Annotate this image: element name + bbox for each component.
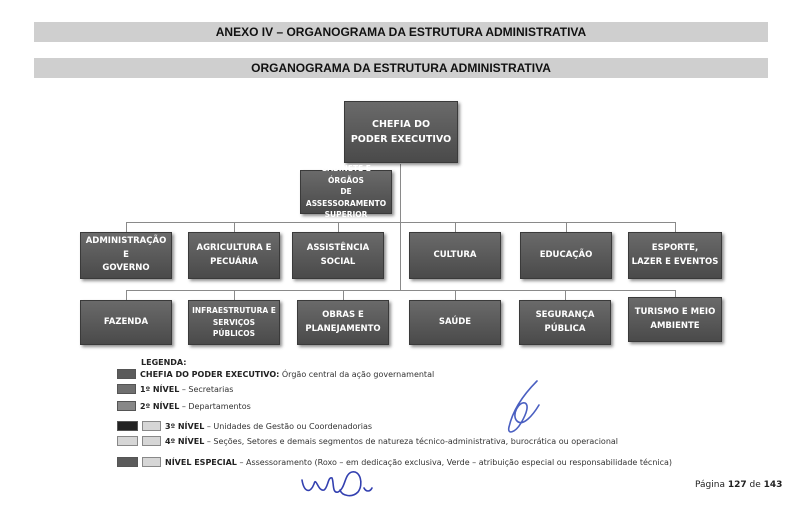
secretariat-esporte-lazer-eventos: ESPORTE, LAZER E EVENTOS <box>628 232 722 279</box>
legend-swatch <box>117 369 136 379</box>
legend-item-level3 <box>117 420 372 432</box>
cabinet-advisory-box: GABINETE E ÓRGÃOS DE ASSESSORAMENTO SUPERIOR <box>300 170 392 214</box>
legend-swatch <box>117 401 136 411</box>
page-total: 143 <box>763 480 783 490</box>
legend-item-chief <box>117 368 434 380</box>
legend-swatch <box>142 457 161 467</box>
chief-executive-box: CHEFIA DO PODER EXECUTIVO <box>344 101 458 163</box>
legend-swatch <box>142 421 161 431</box>
signature-handwritten <box>298 462 388 502</box>
legend-label: 4º NÍVEL <box>165 436 205 446</box>
secretariat-turismo-meio-ambiente: TURISMO E MEIO AMBIENTE <box>628 297 722 342</box>
legend-swatch <box>117 457 138 467</box>
secretariat-saude: SAÚDE <box>409 300 501 345</box>
legend-item-special <box>117 456 672 468</box>
legend-desc: – Departamentos <box>179 401 251 411</box>
page-number <box>695 480 782 490</box>
row1-drop <box>126 222 127 232</box>
secretariat-fazenda: FAZENDA <box>80 300 172 345</box>
secretariat-administracao-governo: ADMINISTRAÇÃO E GOVERNO <box>80 232 172 279</box>
row1-drop <box>455 222 456 232</box>
legend-item-level2 <box>117 400 251 412</box>
main-vertical-connector <box>400 164 401 291</box>
row1-drop <box>338 222 339 232</box>
secretariat-agricultura-pecuaria: AGRICULTURA E PECUÁRIA <box>188 232 280 279</box>
org-title: ORGANOGRAMA DA ESTRUTURA ADMINISTRATIVA <box>251 61 551 75</box>
legend-label: 2º NÍVEL <box>140 401 180 411</box>
legend-title: LEGENDA: <box>141 358 187 367</box>
signature-initial-mark <box>495 375 555 445</box>
legend-swatch <box>117 384 136 394</box>
page-mid: de <box>746 480 764 490</box>
row2-drop <box>343 290 344 300</box>
org-title-banner <box>34 58 768 78</box>
secretariat-obras-planejamento: OBRAS E PLANEJAMENTO <box>297 300 389 345</box>
row1-horizontal-connector <box>126 222 676 223</box>
legend-desc: – Seções, Setores e demais segmentos de natureza técnico-administrativa, burocrática ou operacional <box>204 436 619 446</box>
page-current: 127 <box>727 480 747 490</box>
legend-label: 1º NÍVEL <box>140 384 180 394</box>
legend-swatch <box>142 436 161 446</box>
row1-drop <box>234 222 235 232</box>
legend-desc: – Secretarias <box>179 384 234 394</box>
row2-horizontal-connector <box>126 290 676 291</box>
row2-drop <box>234 290 235 300</box>
secretariat-assistencia-social: ASSISTÊNCIA SOCIAL <box>292 232 384 279</box>
legend-desc: Órgão central da ação governamental <box>279 369 435 379</box>
row1-drop <box>566 222 567 232</box>
legend-label: NÍVEL ESPECIAL <box>165 457 237 467</box>
page-prefix: Página <box>695 480 728 490</box>
legend-desc: – Assessoramento (Roxo – em dedicação exclusiva, Verde – atribuição especial ou responsabilidade técnica) <box>236 457 673 467</box>
secretariat-seguranca-publica: SEGURANÇA PÚBLICA <box>519 300 611 345</box>
secretariat-infraestrutura-servicos: INFRAESTRUTURA E SERVIÇOS PÚBLICOS <box>188 300 280 345</box>
row2-drop <box>126 290 127 300</box>
secretariat-educacao: EDUCAÇÃO <box>520 232 612 279</box>
annex-title: ANEXO IV – ORGANOGRAMA DA ESTRUTURA ADMINISTRATIVA <box>215 25 587 39</box>
annex-title-banner <box>34 22 768 42</box>
legend-label: 3º NÍVEL <box>165 421 205 431</box>
legend-label: CHEFIA DO PODER EXECUTIVO: <box>140 369 280 379</box>
legend-desc: – Unidades de Gestão ou Coordenadorias <box>204 421 373 431</box>
row1-drop <box>675 222 676 232</box>
row2-drop <box>455 290 456 300</box>
legend-swatch <box>117 421 138 431</box>
legend-swatch <box>117 436 138 446</box>
secretariat-cultura: CULTURA <box>409 232 501 279</box>
legend-item-level1 <box>117 383 233 395</box>
row2-drop <box>565 290 566 300</box>
